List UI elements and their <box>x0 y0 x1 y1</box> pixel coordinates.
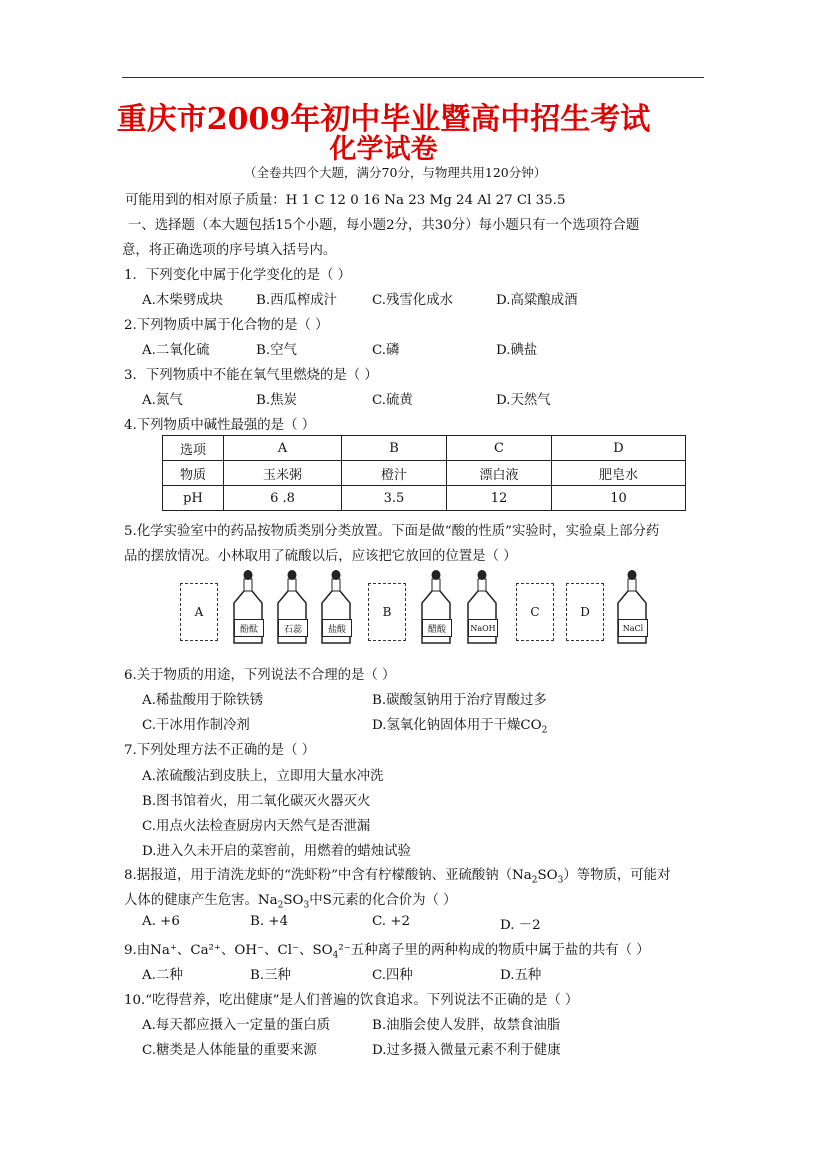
text-run: 9.由Na⁺、Ca²⁺、OH⁻、Cl⁻、SO <box>124 943 333 958</box>
q6-option-b: B.碳酸氢钠用于治疗胃酸过多 <box>372 693 547 708</box>
q9-stem <box>124 939 650 961</box>
reagent-bottle <box>416 569 456 645</box>
q1-option-a: A.木柴劈成块 <box>142 293 223 308</box>
bottle-label: 盐酸 <box>322 619 352 637</box>
text-run: ²⁻五种离子里的两种构成的物质中属于盐的共有（ ） <box>338 943 650 958</box>
q1-option-c: C.残雪化成水 <box>372 293 453 308</box>
q7-option-c: C.用点火法检查厨房内天然气是否泄漏 <box>142 819 371 834</box>
table-cell: 选项 <box>163 436 224 461</box>
section-heading: 一、选择题（本大题包括15个小题，每小题2分，共30分）每小题只有一个选项符合题 <box>128 218 640 233</box>
table-cell: 漂白液 <box>447 461 552 486</box>
subscript: 2 <box>531 875 538 886</box>
empty-slot-b <box>368 583 406 641</box>
q4-stem: 4.下列物质中碱性最强的是（ ） <box>124 418 316 433</box>
table-cell: 橙汁 <box>342 461 447 486</box>
q8-stem-line1 <box>124 864 670 886</box>
exam-note: （全卷共四个大题，满分70分，与物理共用120分钟） <box>244 165 547 180</box>
q1-option-b: B.西瓜榨成汁 <box>256 293 338 308</box>
q3-stem: 3．下列物质中不能在氧气里燃烧的是（ ） <box>124 368 378 383</box>
slot-label: A <box>194 605 204 619</box>
table-row <box>163 486 686 511</box>
table-row <box>163 436 686 461</box>
q9-option-c: C.四种 <box>372 968 413 983</box>
table-cell: 玉米粥 <box>224 461 342 486</box>
table-row <box>163 461 686 486</box>
table-cell: 12 <box>447 486 552 511</box>
q6-option-d-text: D.氢氧化钠固体用于干燥CO <box>372 718 542 733</box>
q9-option-b: B.三种 <box>250 968 291 983</box>
q3-option-c: C.硫黄 <box>372 393 413 408</box>
table-cell: D <box>552 436 686 461</box>
bottle-label: 醋酸 <box>422 619 452 637</box>
exam-title: 重庆市2009年初中毕业暨高中招生考试 <box>116 102 651 137</box>
table-cell: 肥皂水 <box>552 461 686 486</box>
q7-stem: 7.下列处理方法不正确的是（ ） <box>124 743 316 758</box>
empty-slot-c <box>516 583 554 641</box>
empty-slot-a <box>180 583 218 641</box>
subscript: 4 <box>332 950 339 961</box>
q1-stem: 1．下列变化中属于化学变化的是（ ） <box>124 268 352 283</box>
q6-option-d <box>372 714 547 736</box>
section-heading-cont: 意，将正确选项的序号填入括号内。 <box>122 243 337 258</box>
exam-subtitle: 化学试卷 <box>329 134 438 165</box>
q2-option-b: B.空气 <box>256 343 297 358</box>
table-cell: 物质 <box>163 461 224 486</box>
top-rule <box>122 77 704 78</box>
q9-option-d: D.五种 <box>500 968 542 983</box>
text-run: ）等物质，可能对 <box>563 868 671 883</box>
q7-option-d: D.进入久未开启的菜窖前，用燃着的蜡烛试验 <box>142 844 411 859</box>
q8-stem-line2 <box>124 889 457 911</box>
ph-table <box>162 435 686 511</box>
q10-option-a: A.每天都应摄入一定量的蛋白质 <box>142 1018 331 1033</box>
bottle-label: NaOH <box>468 619 498 637</box>
q10-stem: 10.“吃得营养，吃出健康”是人们普遍的饮食追求。下列说法不正确的是（ ） <box>124 993 579 1008</box>
q10-option-b: B.油脂会使人发胖，故禁食油脂 <box>372 1018 561 1033</box>
q3-option-d: D.天然气 <box>496 393 551 408</box>
q7-option-a: A.浓硫酸沾到皮肤上，立即用大量水冲洗 <box>142 769 384 784</box>
table-cell: 3.5 <box>342 486 447 511</box>
reagent-shelf-figure <box>178 569 654 647</box>
reagent-bottle <box>228 569 268 645</box>
slot-label: B <box>382 605 392 619</box>
table-cell: 6 .8 <box>224 486 342 511</box>
q8-option-b: B. +4 <box>250 914 289 929</box>
table-cell: B <box>342 436 447 461</box>
table-cell: A <box>224 436 342 461</box>
slot-label: C <box>530 605 540 619</box>
q10-option-c: C.糖类是人体能量的重要来源 <box>142 1043 317 1058</box>
q5-stem-line2: 品的摆放情况。小林取用了硫酸以后，应该把它放回的位置是（ ） <box>124 549 517 564</box>
atomic-mass: 可能用到的相对原子质量：H 1 C 12 0 16 Na 23 Mg 24 Al 27 Cl 35.5 <box>125 193 566 208</box>
q6-option-c: C.干冰用作制冷剂 <box>142 718 250 733</box>
q8-option-d: D. －2 <box>500 918 541 933</box>
text-run: SO <box>537 868 558 883</box>
q2-option-a: A.二氧化硫 <box>142 343 210 358</box>
bottle-label: 酚酞 <box>234 619 264 637</box>
q2-stem: 2.下列物质中属于化合物的是（ ） <box>124 318 329 333</box>
q5-stem-line1: 5.化学实验室中的药品按物质类别分类放置。下面是做“酸的性质”实验时，实验桌上部分药 <box>124 524 660 539</box>
reagent-bottle <box>316 569 356 645</box>
q2-option-d: D.碘盐 <box>496 343 538 358</box>
table-cell: pH <box>163 486 224 511</box>
reagent-bottle <box>462 569 502 645</box>
subscript: 3 <box>557 875 564 886</box>
q3-option-a: A.氮气 <box>142 393 183 408</box>
q1-option-d: D.高粱酿成酒 <box>496 293 578 308</box>
q8-option-c: C. +2 <box>372 914 411 929</box>
q9-option-a: A.二种 <box>142 968 183 983</box>
text-run: 中S元素的化合价为（ ） <box>309 893 457 908</box>
subscript: 2 <box>541 725 548 736</box>
text-run: SO <box>283 893 304 908</box>
table-cell: 10 <box>552 486 686 511</box>
q3-option-b: B.焦炭 <box>256 393 297 408</box>
q6-stem: 6.关于物质的用途，下列说法不合理的是（ ） <box>124 668 396 683</box>
slot-label: D <box>580 605 590 619</box>
subscript: 2 <box>277 900 284 911</box>
q8-option-a: A. +6 <box>142 914 180 929</box>
bottle-label: NaCl <box>618 619 648 637</box>
q10-option-d: D.过多摄入微量元素不利于健康 <box>372 1043 561 1058</box>
table-cell: C <box>447 436 552 461</box>
q6-option-a: A.稀盐酸用于除铁锈 <box>142 693 264 708</box>
q2-option-c: C.磷 <box>372 343 400 358</box>
text-run: 8.据报道，用于清洗龙虾的“洗虾粉”中含有柠檬酸钠、亚硫酸钠（Na <box>124 868 532 883</box>
reagent-bottle <box>612 569 652 645</box>
text-run: 人体的健康产生危害。Na <box>124 893 278 908</box>
q7-option-b: B.图书馆着火，用二氧化碳灭火器灭火 <box>142 794 371 809</box>
empty-slot-d <box>566 583 604 641</box>
bottle-label: 石蕊 <box>278 619 308 637</box>
reagent-bottle <box>272 569 312 645</box>
subscript: 3 <box>303 900 310 911</box>
